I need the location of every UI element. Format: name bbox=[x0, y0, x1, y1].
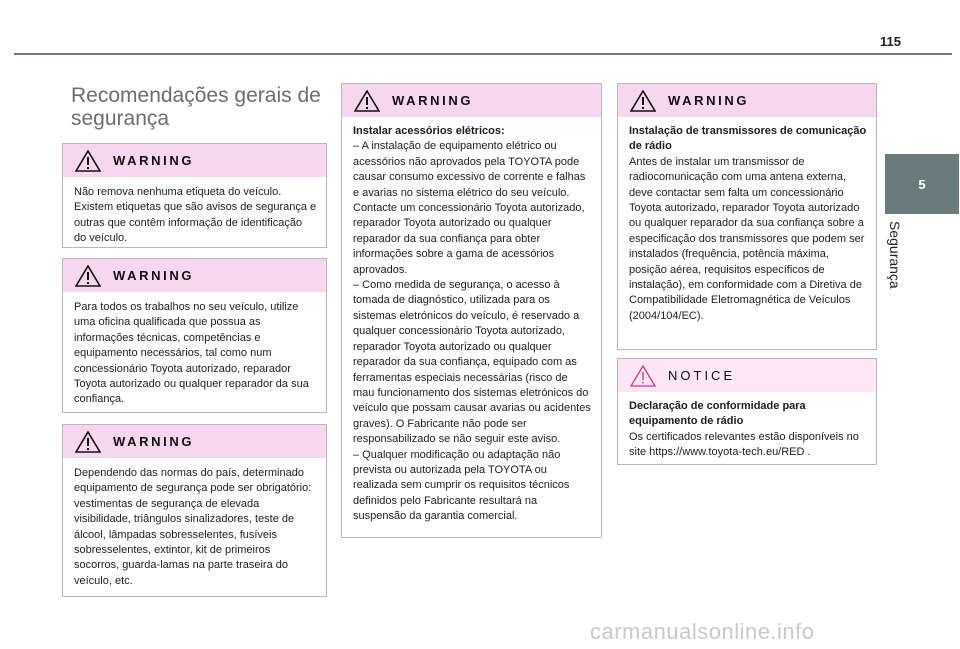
notice-header bbox=[618, 359, 876, 392]
page-title: Recomendações gerais de segurança bbox=[71, 84, 321, 130]
warning-triangle-icon bbox=[354, 90, 380, 112]
warning-header bbox=[63, 144, 326, 177]
warning-text: – A instalação de equipamento elétrico ou acessórios não aprovados pela TOYOTA pode causar consumo excessivo de corrente e falhas e avarias no sistema elétrico do seu veículo. Contacte um concessionário Toyota autorizado, reparador Toyota autorizado ou qualquer reparador da sua confiança para obter informações sobre a gama de acessórios aprovados. bbox=[353, 140, 586, 276]
notice-text: Os certificados relevantes estão disponíveis no site https://www.toyota-tech.eu/RED . bbox=[629, 430, 859, 459]
warning-header bbox=[63, 425, 326, 458]
warning-label: WARNING bbox=[392, 93, 474, 108]
watermark: carmanualsonline.info bbox=[590, 619, 815, 644]
page-number: 115 bbox=[880, 34, 901, 49]
warning-triangle-icon bbox=[75, 150, 101, 172]
warning-label: WARNING bbox=[113, 434, 195, 449]
warning-text: Antes de instalar um transmissor de radiocomunicação com uma antena externa, deve contactar sem falta um concessionário Toyota autorizado, reparador Toyota autorizado ou qualquer reparador da sua confiança sobre a especificação dos transmissores que podem ser instalados (frequência, potência máxima, posição aérea, requisitos específicos de instalação), em conformidade com a Diretiva de Compatibilidade Eletromagnética de Veículos (2004/104/EC). bbox=[629, 155, 865, 322]
notice-triangle-icon bbox=[630, 365, 656, 387]
warning-text: – Qualquer modificação ou adaptação não prevista ou autorizada pela TOYOTA ou realizada sem cumprir os requisitos técnicos definidos pelo Fabricante resultará na suspensão da garantia comercial. bbox=[353, 448, 570, 523]
warning-header bbox=[342, 84, 601, 117]
chapter-number: 5 bbox=[918, 176, 926, 192]
notice-box-conformity bbox=[617, 358, 877, 465]
warning-body bbox=[342, 117, 601, 533]
warning-text: Para todos os trabalhos no seu veículo, utilize uma oficina qualificada que possua as informações técnicas, competências e equipamento necessários, tal como num concessionário Toyota autorizado, reparador Toyota autorizado ou qualquer reparador da sua confiança. bbox=[74, 301, 309, 406]
warning-body bbox=[63, 177, 326, 255]
header-rule bbox=[14, 53, 952, 55]
warning-header bbox=[63, 259, 326, 292]
warning-text: Não remova nenhuma etiqueta do veículo. Existem etiquetas que são avisos de segurança e outras que contêm informação de identificação do veículo. bbox=[74, 186, 317, 245]
warning-body bbox=[618, 117, 876, 332]
notice-heading: Declaração de conformidade para equipamento de rádio bbox=[629, 400, 806, 428]
warning-heading: Instalar acessórios elétricos: bbox=[353, 125, 505, 137]
warning-box-accessories bbox=[341, 83, 602, 538]
warning-box-workshop bbox=[62, 258, 327, 413]
chapter-label: Segurança bbox=[887, 221, 903, 289]
warning-heading: Instalação de transmissores de comunicação de rádio bbox=[629, 125, 867, 153]
warning-box-transmitters bbox=[617, 83, 877, 350]
notice-body bbox=[618, 392, 876, 469]
warning-label: WARNING bbox=[113, 153, 195, 168]
warning-box-labels bbox=[62, 143, 327, 248]
warning-box-equipment bbox=[62, 424, 327, 597]
warning-header bbox=[618, 84, 876, 117]
warning-triangle-icon bbox=[75, 431, 101, 453]
warning-label: WARNING bbox=[113, 268, 195, 283]
warning-body bbox=[63, 458, 326, 597]
warning-text: – Como medida de segurança, o acesso à tomada de diagnóstico, utilizada para os sistemas eletrónicos do veículo, é reservado a qualquer concessionário Toyota autorizado, reparador Toyota autorizado ou qualquer reparador da sua confiança, equipado com as ferramentas especiais necessárias (risco de mau funcionamento dos sistemas eletrónicos do veículo que possam causar avarias ou acidentes graves). O Fabricante não pode ser responsabilizado se não seguir este aviso. bbox=[353, 279, 591, 446]
warning-label: WARNING bbox=[668, 93, 750, 108]
warning-triangle-icon bbox=[75, 265, 101, 287]
notice-label: NOTICE bbox=[668, 368, 736, 383]
warning-body bbox=[63, 292, 326, 416]
chapter-tab[interactable] bbox=[885, 154, 959, 214]
warning-text: Dependendo das normas do país, determinado equipamento de segurança pode ser obrigatório: vestimentas de segurança de elevada visibilidade, triângulos sinalizadores, teste de álcool, lâmpadas sobresselentes, fusíveis sobresselentes, extintor, kit de primeiros socorros, guarda-lamas na parte traseira do veículo, etc. bbox=[74, 467, 312, 587]
warning-triangle-icon bbox=[630, 90, 656, 112]
